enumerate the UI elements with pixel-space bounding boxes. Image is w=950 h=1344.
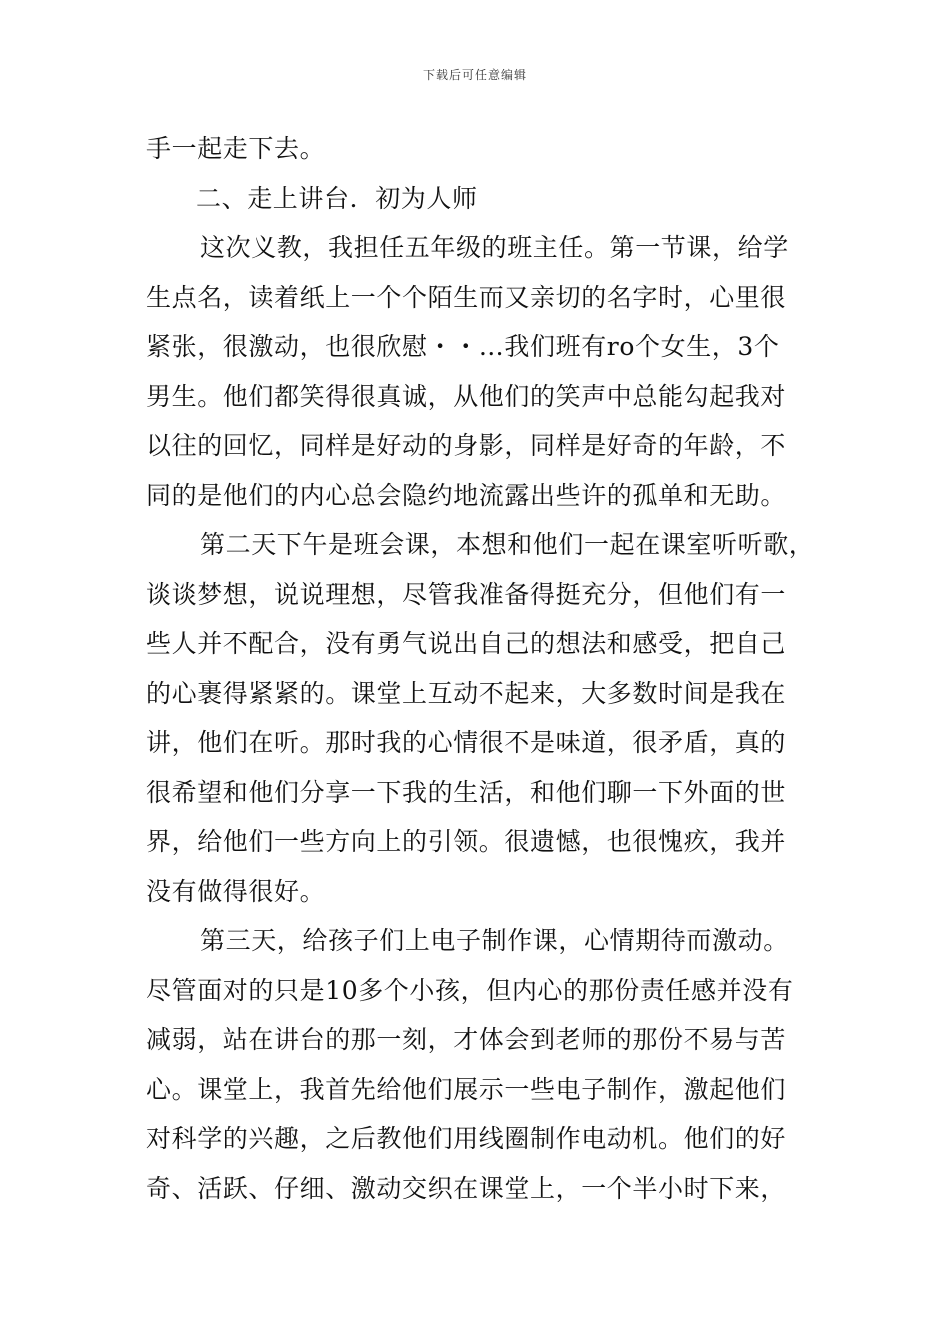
text-line: 减弱，站在讲台的那一刻，才体会到老师的那份不易与苦 [146, 1025, 787, 1054]
text-line: 界，给他们一些方向上的引领。很遗憾，也很愧疚，我并 [146, 827, 787, 856]
text-line: 男生。他们都笑得很真诚，从他们的笑声中总能勾起我对 [146, 381, 787, 411]
text-line: 紧张，很激动，也很欣慰・・…我们班有ro个女生，3个 [146, 332, 780, 361]
text-line: 第二天下午是班会课，本想和他们一起在课室听听歌， [200, 530, 815, 559]
text-line: 以往的回忆，同样是好动的身影，同样是好奇的年龄，不 [146, 431, 787, 460]
document-body [146, 124, 818, 1213]
text-line: 对科学的兴趣，之后教他们用线圈制作电动机。他们的好 [146, 1124, 787, 1153]
section-heading: 二、走上讲台．初为人师 [196, 183, 478, 213]
text-line: 同的是他们的内心总会隐约地流露出些许的孤单和无助。 [146, 480, 787, 510]
text-line: 讲，他们在听。那时我的心情很不是味道，很矛盾，真的 [146, 728, 787, 757]
text-line: 尽管面对的只是10多个小孩，但内心的那份责任感并没有 [146, 975, 794, 1005]
text-line: 奇、活跃、仔细、激动交织在课堂上，一个半小时下来， [146, 1173, 787, 1203]
text-line: 手一起走下去。 [146, 134, 326, 163]
text-line: 些人并不配合，没有勇气说出自己的想法和感受，把自己 [146, 629, 787, 658]
text-line: 这次义教，我担任五年级的班主任。第一节课，给学 [200, 233, 789, 262]
text-line: 生点名，读着纸上一个个陌生而又亲切的名字时，心里很 [146, 282, 787, 312]
text-line: 第三天，给孩子们上电子制作课，心情期待而激动。 [200, 926, 789, 955]
text-line: 没有做得很好。 [146, 876, 326, 906]
text-line: 很希望和他们分享一下我的生活，和他们聊一下外面的世 [146, 777, 787, 807]
text-line: 谈谈梦想，说说理想，尽管我准备得挺充分，但他们有一 [146, 579, 787, 609]
text-line: 心。课堂上，我首先给他们展示一些电子制作，激起他们 [146, 1074, 787, 1104]
page-header: 下载后可任意编辑 [422, 68, 527, 82]
text-line: 的心裹得紧紧的。课堂上互动不起来，大多数时间是我在 [146, 678, 787, 708]
